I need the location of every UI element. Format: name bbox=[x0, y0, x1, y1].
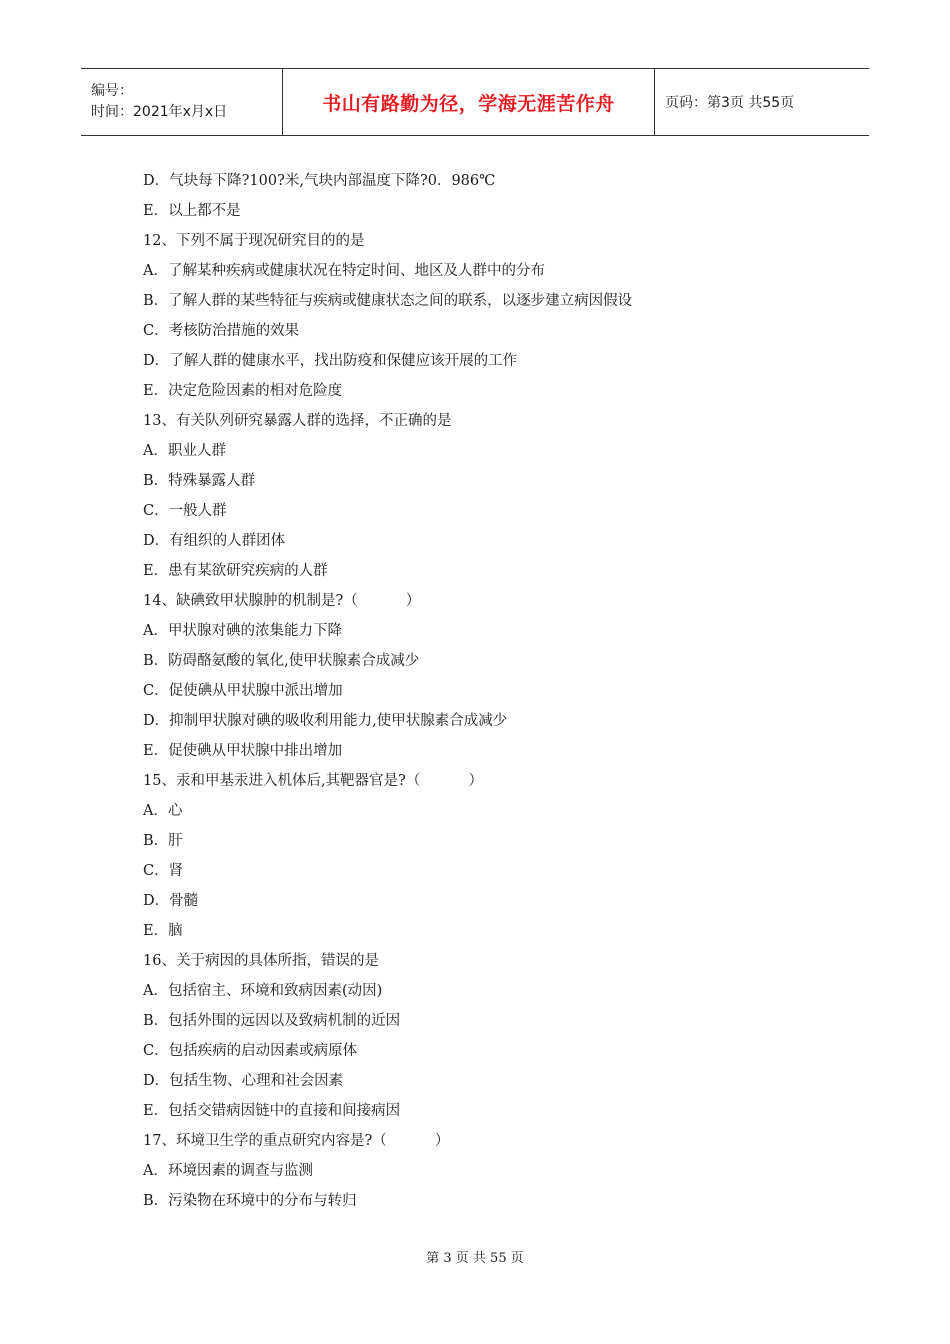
header-page-cell bbox=[655, 69, 869, 135]
answer-option: B．了解人群的某些特征与疾病或健康状态之间的联系，以逐步建立病因假设 bbox=[143, 293, 633, 309]
question-stem: 14、缺碘致甲状腺肿的机制是?（ ） bbox=[143, 593, 421, 609]
answer-option: D．包括生物、心理和社会因素 bbox=[143, 1073, 344, 1089]
answer-option: D．骨髓 bbox=[143, 893, 199, 909]
answer-option: D．气块每下降?100?米,气块内部温度下降?0．986℃ bbox=[143, 173, 496, 189]
answer-option: A．环境因素的调查与监测 bbox=[143, 1163, 313, 1179]
page-footer: 第 3 页 共 55 页 bbox=[426, 1251, 524, 1266]
answer-option: E．脑 bbox=[143, 923, 183, 939]
answer-option: A．甲状腺对碘的浓集能力下降 bbox=[143, 623, 342, 639]
answer-option: A．心 bbox=[143, 803, 183, 819]
question-stem: 17、环境卫生学的重点研究内容是?（ ） bbox=[143, 1133, 450, 1149]
answer-option: A．了解某种疾病或健康状况在特定时间、地区及人群中的分布 bbox=[143, 263, 545, 279]
answer-option: C．包括疾病的启动因素或病原体 bbox=[143, 1043, 358, 1059]
answer-option: C．肾 bbox=[143, 863, 184, 879]
answer-option: B．污染物在环境中的分布与转归 bbox=[143, 1193, 357, 1209]
answer-option: B．防碍酪氨酸的氧化,使甲状腺素合成减少 bbox=[143, 653, 420, 669]
header-motto-cell bbox=[282, 69, 655, 135]
header-meta bbox=[81, 69, 282, 135]
answer-option: C．考核防治措施的效果 bbox=[143, 323, 300, 339]
answer-option: E．决定危险因素的相对危险度 bbox=[143, 383, 343, 399]
header-motto: 书山有路勤为径，学海无涯苦作舟 bbox=[322, 92, 615, 115]
answer-option: A．包括宿主、环境和致病因素(动因) bbox=[143, 983, 383, 999]
answer-option: B．包括外围的远因以及致病机制的近因 bbox=[143, 1013, 401, 1029]
answer-option: E．包括交错病因链中的直接和间接病因 bbox=[143, 1103, 401, 1119]
answer-option: E．促使碘从甲状腺中排出增加 bbox=[143, 743, 343, 759]
answer-option: E．以上都不是 bbox=[143, 203, 241, 219]
answer-option: D．有组织的人群团体 bbox=[143, 533, 286, 549]
answer-option: C．一般人群 bbox=[143, 503, 227, 519]
question-stem: 13、有关队列研究暴露人群的选择，不正确的是 bbox=[143, 413, 452, 429]
document-date: 时间：2021年x月x日 bbox=[91, 104, 228, 120]
document-number: 编号： bbox=[91, 83, 133, 99]
answer-option: B．肝 bbox=[143, 833, 183, 849]
page-header bbox=[81, 68, 869, 136]
question-stem: 12、下列不属于现况研究目的的是 bbox=[143, 233, 365, 249]
answer-option: B．特殊暴露人群 bbox=[143, 473, 256, 489]
answer-option: C．促使碘从甲状腺中派出增加 bbox=[143, 683, 343, 699]
answer-option: D．抑制甲状腺对碘的吸收利用能力,使甲状腺素合成减少 bbox=[143, 713, 508, 729]
answer-option: E．患有某欲研究疾病的人群 bbox=[143, 563, 328, 579]
answer-option: A．职业人群 bbox=[143, 443, 226, 459]
question-content bbox=[143, 166, 843, 1216]
question-stem: 16、关于病因的具体所指，错误的是 bbox=[143, 953, 379, 969]
answer-option: D．了解人群的健康水平，找出防疫和保健应该开展的工作 bbox=[143, 353, 518, 369]
header-page-number: 页码：第3页 共55页 bbox=[665, 95, 795, 111]
question-stem: 15、汞和甲基汞进入机体后,其靶器官是?（ ） bbox=[143, 773, 483, 789]
